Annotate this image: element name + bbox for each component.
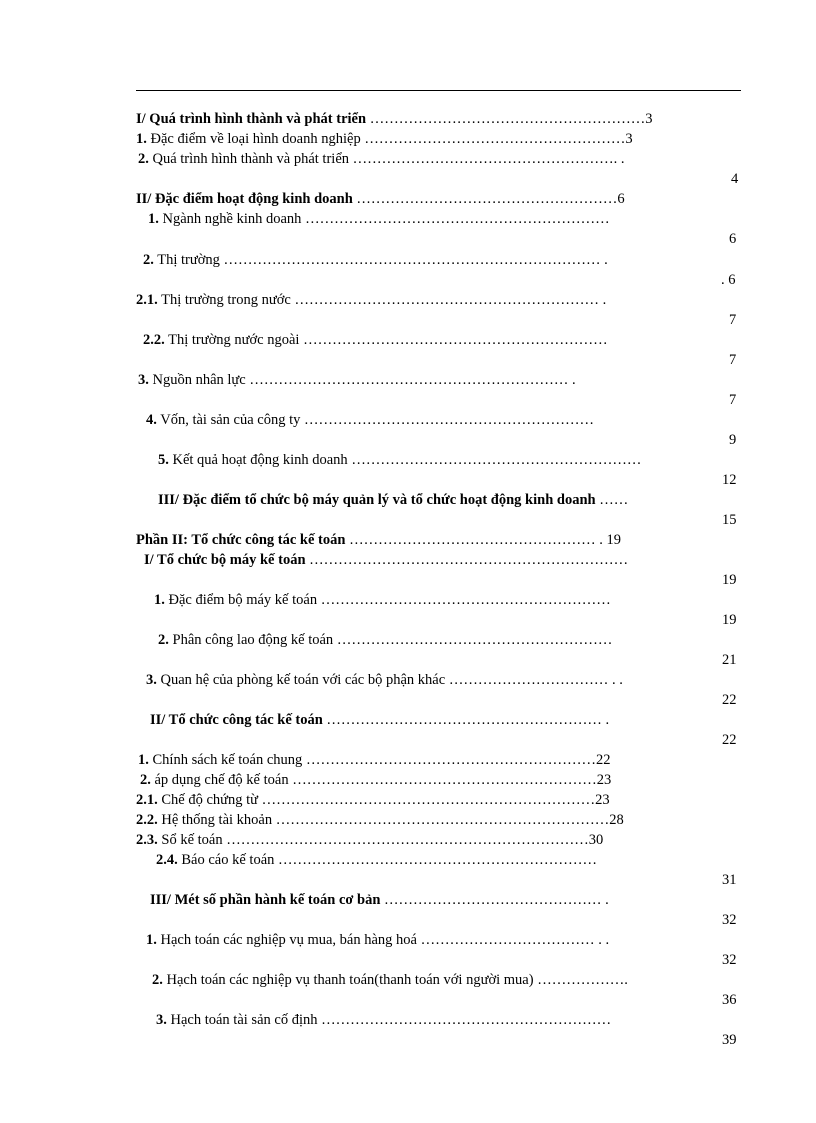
toc-dots: ……………………………………………………………28 xyxy=(275,812,624,828)
toc-number: 3. xyxy=(156,1012,167,1028)
toc-entry xyxy=(143,251,608,269)
toc-page-number: 6 xyxy=(729,231,737,247)
toc-label: Ngành nghề kinh doanh xyxy=(162,211,302,227)
toc-label: Phân công lao động kế toán xyxy=(172,632,334,648)
toc-page-number: 12 xyxy=(722,472,737,488)
toc-page-number: 9 xyxy=(729,432,737,448)
toc-label: Vốn, tài sản của công ty xyxy=(160,412,301,428)
toc-number: 2.4. xyxy=(156,852,178,868)
toc-dots: ………………………………………………………23 xyxy=(292,772,612,788)
toc-dots: …………………………………………………… xyxy=(351,452,642,468)
toc-dots: …………………………………………………………………30 xyxy=(226,832,604,848)
toc-page-number: 31 xyxy=(722,872,737,888)
toc-page-number: 4 xyxy=(731,171,739,187)
toc-label: Quá trình hình thành và phát triển xyxy=(152,151,350,167)
toc-page-number: 39 xyxy=(722,1032,737,1048)
toc-entry xyxy=(146,931,609,949)
toc-page-number: 22 xyxy=(722,692,737,708)
toc-dots: …………………………………………………… xyxy=(304,412,595,428)
toc-page-number: 7 xyxy=(729,392,737,408)
toc-label: Quan hệ của phòng kế toán với các bộ phận khác xyxy=(160,672,446,688)
toc-number: 2. xyxy=(138,151,149,167)
toc-entry xyxy=(154,591,611,609)
toc-entry xyxy=(136,291,606,309)
toc-dots: …… xyxy=(599,492,629,508)
toc-entry xyxy=(136,811,624,829)
toc-dots: …………………………………………………3 xyxy=(369,111,653,127)
toc-dots: ………………………………………………… . xyxy=(326,712,610,728)
toc-number: 2. xyxy=(152,972,163,988)
toc-entry xyxy=(140,771,611,789)
toc-label: Thị trường nước ngoài xyxy=(168,332,300,348)
toc-dots: …………………………………………………………………… . xyxy=(223,252,608,268)
toc-entry xyxy=(136,190,625,208)
toc-dots: ……………………………………… . xyxy=(384,892,609,908)
toc-number: 3. xyxy=(138,372,149,388)
toc-number: 1. xyxy=(146,932,157,948)
toc-label: Báo cáo kế toán xyxy=(181,852,275,868)
toc-entry xyxy=(143,331,608,349)
toc-label: Hạch toán các nghiệp vụ mua, bán hàng hoá xyxy=(160,932,417,948)
toc-entry xyxy=(136,531,621,549)
toc-entry xyxy=(136,791,610,809)
toc-number: 2. xyxy=(158,632,169,648)
toc-entry xyxy=(138,371,576,389)
toc-label: I/ Quá trình hình thành và phát triển xyxy=(136,111,367,127)
toc-label: II/ Đặc điểm hoạt động kinh doanh xyxy=(136,191,353,207)
toc-number: 2.2. xyxy=(143,332,165,348)
toc-label: Chính sách kế toán chung xyxy=(152,752,303,768)
toc-dots: ………………………………………………. . xyxy=(352,151,625,167)
header-rule xyxy=(136,90,741,91)
toc-entry xyxy=(146,671,623,689)
toc-number: 1. xyxy=(154,592,165,608)
toc-number: 2.1. xyxy=(136,292,158,308)
toc-label: I/ Tổ chức bộ máy kế toán xyxy=(144,552,306,568)
toc-dots: ……………………………… . . xyxy=(420,932,610,948)
toc-entry xyxy=(156,1011,611,1029)
toc-label: Thị trường trong nước xyxy=(161,292,291,308)
toc-number: 2. xyxy=(140,772,151,788)
toc-label: Thị trường xyxy=(157,252,220,268)
toc-entry xyxy=(148,210,610,228)
toc-number: 1. xyxy=(136,131,147,147)
toc-label: II/ Tổ chức công tác kế toán xyxy=(150,712,323,728)
toc-entry xyxy=(138,150,625,168)
toc-page-number: 36 xyxy=(722,992,737,1008)
toc-entry xyxy=(152,971,628,989)
toc-number: 2.3. xyxy=(136,832,158,848)
toc-page-number: 32 xyxy=(722,952,737,968)
toc-page-number: 7 xyxy=(729,312,737,328)
toc-label: III/ Mét số phần hành kế toán cơ bản xyxy=(150,892,381,908)
toc-number: 4. xyxy=(146,412,157,428)
toc-entry xyxy=(150,711,609,729)
toc-dots: …………………………………………… . 19 xyxy=(349,532,621,548)
toc-number: 5. xyxy=(158,452,169,468)
toc-entry xyxy=(136,130,633,148)
toc-page-number: 7 xyxy=(729,352,737,368)
toc-entry xyxy=(158,451,641,469)
toc-entry xyxy=(146,411,594,429)
toc-label: Phần II: Tổ chức công tác kế toán xyxy=(136,532,346,548)
toc-label: Sổ kế toán xyxy=(161,832,223,848)
toc-entry xyxy=(156,851,597,869)
toc-page-number: . 6 xyxy=(721,272,736,288)
toc-number: 3. xyxy=(146,672,157,688)
toc-page-number: 19 xyxy=(722,572,737,588)
toc-dots: ………………………………………………………… . xyxy=(249,372,576,388)
toc-dots: ……………………………………………………… . xyxy=(294,292,607,308)
toc-entry xyxy=(144,551,628,569)
toc-dots: …………………………… . . xyxy=(448,672,623,688)
toc-dots: ………………………………………………………… xyxy=(278,852,598,868)
toc-page-number: 19 xyxy=(722,612,737,628)
toc-entry xyxy=(138,751,610,769)
toc-dots: ………………. xyxy=(537,972,628,988)
toc-label: Hạch toán tài sản cố định xyxy=(170,1012,318,1028)
toc-label: III/ Đặc điểm tổ chức bộ máy quản lý và tổ chức hoạt động kinh doanh xyxy=(158,492,596,508)
toc-label: Kết quả hoạt động kinh doanh xyxy=(172,452,348,468)
toc-label: Đặc điểm bộ máy kế toán xyxy=(168,592,318,608)
toc-entry xyxy=(136,110,652,128)
toc-entry xyxy=(136,831,603,849)
toc-label: Đặc điểm về loại hình doanh nghiệp xyxy=(150,131,361,147)
toc-page-number: 21 xyxy=(722,652,737,668)
toc-dots: …………………………………………………… xyxy=(320,592,611,608)
toc-dots: ……………………………………………………………23 xyxy=(261,792,610,808)
toc-entry xyxy=(158,491,628,509)
toc-dots: ……………………………………………………22 xyxy=(305,752,611,768)
toc-number: 2.1. xyxy=(136,792,158,808)
toc-label: Nguồn nhân lực xyxy=(152,372,246,388)
toc-number: 2.2. xyxy=(136,812,158,828)
toc-page-number: 15 xyxy=(722,512,737,528)
toc-dots: ………………………………………………3 xyxy=(364,131,633,147)
toc-page-number: 22 xyxy=(722,732,737,748)
toc-number: 1. xyxy=(138,752,149,768)
toc-label: Hạch toán các nghiệp vụ thanh toán(thanh toán với người mua) xyxy=(166,972,534,988)
toc-label: áp dụng chế độ kế toán xyxy=(154,772,289,788)
toc-number: 2. xyxy=(143,252,154,268)
toc-page-number: 32 xyxy=(722,912,737,928)
toc-dots: ……………………………………………………… xyxy=(303,332,608,348)
toc-entry xyxy=(158,631,612,649)
toc-dots: ………………………………………………………… xyxy=(309,552,629,568)
toc-dots: …………………………………………………… xyxy=(321,1012,612,1028)
toc-dots: ………………………………………………6 xyxy=(356,191,625,207)
toc-dots: ……………………………………………………… xyxy=(305,211,610,227)
toc-label: Chế độ chứng từ xyxy=(161,792,259,808)
toc-label: Hệ thống tài khoản xyxy=(161,812,273,828)
toc-dots: ………………………………………………… xyxy=(336,632,613,648)
toc-entry xyxy=(150,891,609,909)
toc-number: 1. xyxy=(148,211,159,227)
